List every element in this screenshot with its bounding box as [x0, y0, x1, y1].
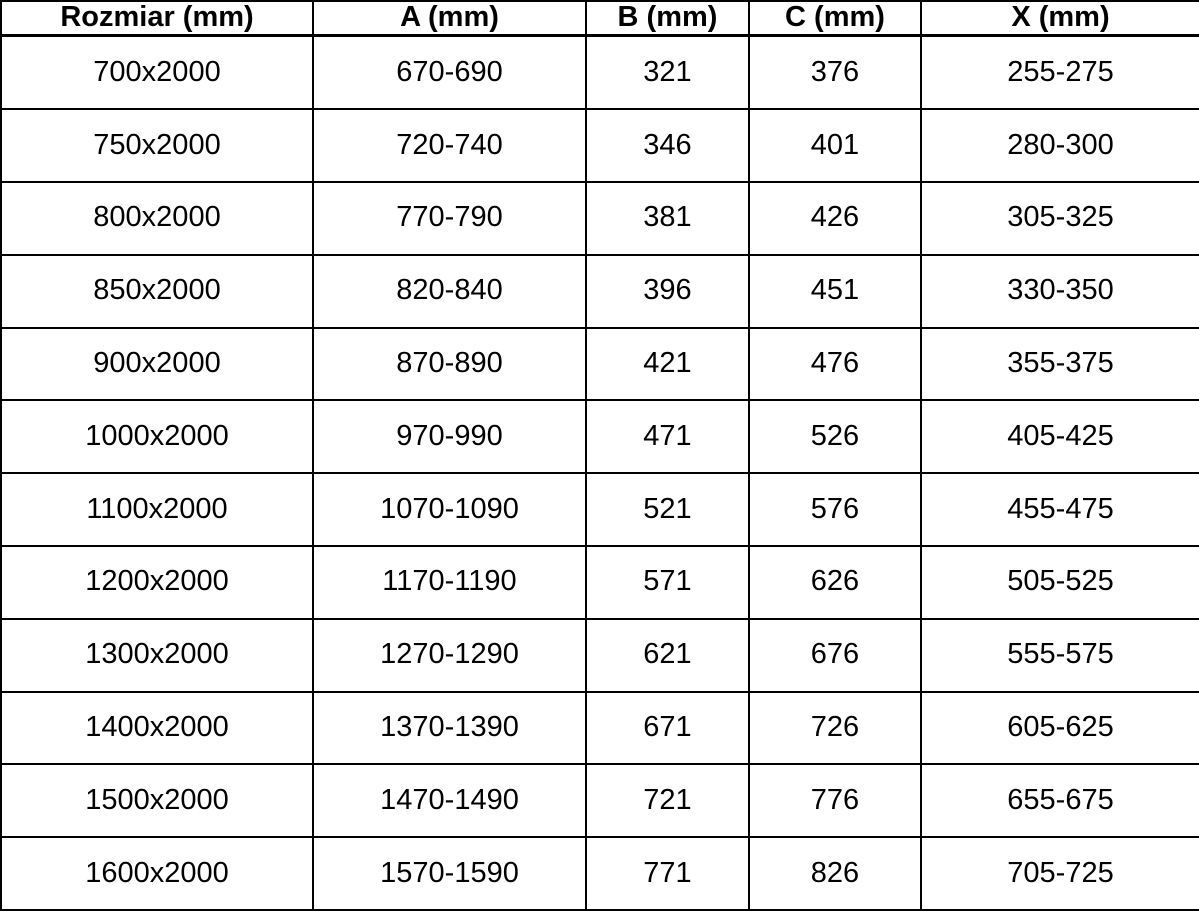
- table-cell: 526: [749, 400, 921, 473]
- table-cell: 1170-1190: [313, 546, 586, 619]
- table-cell: 850x2000: [1, 255, 313, 328]
- table-cell: 576: [749, 473, 921, 546]
- table-cell: 471: [586, 400, 749, 473]
- table-cell: 321: [586, 35, 749, 109]
- table-cell: 800x2000: [1, 182, 313, 255]
- table-cell: 381: [586, 182, 749, 255]
- table-cell: 1270-1290: [313, 619, 586, 692]
- table-cell: 776: [749, 764, 921, 837]
- table-cell: 1200x2000: [1, 546, 313, 619]
- table-cell: 280-300: [921, 109, 1199, 182]
- column-header-b: B (mm): [586, 1, 749, 35]
- table-cell: 521: [586, 473, 749, 546]
- table-cell: 700x2000: [1, 35, 313, 109]
- table-row: [1, 109, 1199, 182]
- table-cell: 820-840: [313, 255, 586, 328]
- table-cell: 770-790: [313, 182, 586, 255]
- table-cell: 376: [749, 35, 921, 109]
- table-cell: 396: [586, 255, 749, 328]
- table-cell: 726: [749, 692, 921, 765]
- table-cell: 330-350: [921, 255, 1199, 328]
- table-cell: 1070-1090: [313, 473, 586, 546]
- table-cell: 771: [586, 837, 749, 910]
- table-cell: 571: [586, 546, 749, 619]
- table-header: [1, 1, 1199, 35]
- table-row: [1, 764, 1199, 837]
- table-cell: 671: [586, 692, 749, 765]
- table-cell: 421: [586, 328, 749, 401]
- table-cell: 1600x2000: [1, 837, 313, 910]
- table-cell: 605-625: [921, 692, 1199, 765]
- table-row: [1, 692, 1199, 765]
- table-cell: 476: [749, 328, 921, 401]
- table-cell: 451: [749, 255, 921, 328]
- table-cell: 621: [586, 619, 749, 692]
- table-cell: 750x2000: [1, 109, 313, 182]
- table-row: [1, 400, 1199, 473]
- table-cell: 676: [749, 619, 921, 692]
- table-cell: 870-890: [313, 328, 586, 401]
- table-cell: 721: [586, 764, 749, 837]
- table-cell: 1470-1490: [313, 764, 586, 837]
- table-cell: 626: [749, 546, 921, 619]
- table-cell: 1500x2000: [1, 764, 313, 837]
- column-header-x: X (mm): [921, 1, 1199, 35]
- table-cell: 505-525: [921, 546, 1199, 619]
- table-cell: 970-990: [313, 400, 586, 473]
- table-cell: 455-475: [921, 473, 1199, 546]
- table-row: [1, 328, 1199, 401]
- table-cell: 670-690: [313, 35, 586, 109]
- table-cell: 900x2000: [1, 328, 313, 401]
- table-cell: 426: [749, 182, 921, 255]
- table-cell: 1370-1390: [313, 692, 586, 765]
- header-row: [1, 1, 1199, 35]
- table-cell: 1000x2000: [1, 400, 313, 473]
- table-row: [1, 35, 1199, 109]
- table-cell: 1400x2000: [1, 692, 313, 765]
- table-row: [1, 619, 1199, 692]
- table-cell: 720-740: [313, 109, 586, 182]
- table-cell: 655-675: [921, 764, 1199, 837]
- table-cell: 1100x2000: [1, 473, 313, 546]
- table-cell: 405-425: [921, 400, 1199, 473]
- table-cell: 705-725: [921, 837, 1199, 910]
- table-cell: 401: [749, 109, 921, 182]
- table-cell: 255-275: [921, 35, 1199, 109]
- table-row: [1, 473, 1199, 546]
- table-cell: 555-575: [921, 619, 1199, 692]
- table-row: [1, 546, 1199, 619]
- table-cell: 1300x2000: [1, 619, 313, 692]
- column-header-c: C (mm): [749, 1, 921, 35]
- table-row: [1, 182, 1199, 255]
- table-body: [1, 35, 1199, 910]
- table-cell: 826: [749, 837, 921, 910]
- table-cell: 305-325: [921, 182, 1199, 255]
- table-row: [1, 837, 1199, 910]
- column-header-rozmiar: Rozmiar (mm): [1, 1, 313, 35]
- table-cell: 1570-1590: [313, 837, 586, 910]
- column-header-a: A (mm): [313, 1, 586, 35]
- table-cell: 355-375: [921, 328, 1199, 401]
- table-row: [1, 255, 1199, 328]
- table-cell: 346: [586, 109, 749, 182]
